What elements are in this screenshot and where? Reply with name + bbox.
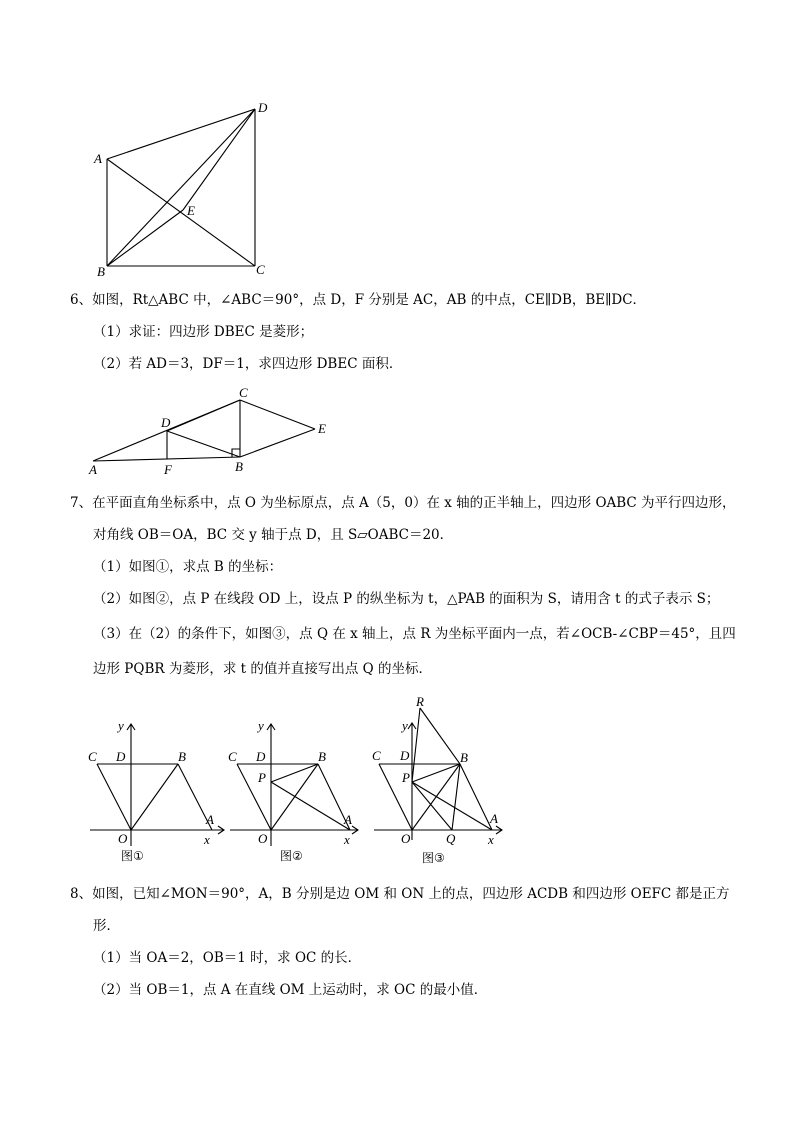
problem6-stem: 6、如图，Rt△ABC 中，∠ABC＝90°，点 D，F 分别是 AC，AB 的中点，CE∥DB，BE∥DC． (70, 292, 647, 308)
problem7-figure-3-svg (372, 690, 512, 866)
p6-label-D: D (161, 415, 171, 430)
problem8-stem-line2: 形． (93, 918, 120, 934)
problem8-stem-line1: 8、如图，已知∠MON＝90°，A，B 分别是边 OM 和 ON 上的点，四边形 ACDB 和四边形 OEFC 都是正方 (70, 886, 730, 902)
p7f1-label-D: D (116, 749, 126, 764)
p7f1-caption: 图① (121, 849, 144, 863)
problem7-figure-1 (88, 716, 226, 866)
problem7-figure-2-svg (228, 716, 368, 866)
p6-label-A: A (89, 462, 97, 477)
p6-label-F: F (164, 462, 172, 477)
problem8-q2: （2）当 OB＝1，点 A 在直线 OM 上运动时，求 OC 的最小值． (93, 982, 488, 998)
problem7-figure-2 (228, 716, 368, 866)
p7f1-label-O: O (118, 831, 128, 846)
problem7-q3-line1: （3）在（2）的条件下，如图③，点 Q 在 x 轴上，点 R 为坐标平面内一点，若∠OCB-∠CBP＝45°，且四 (93, 626, 736, 642)
p6-label-B: B (235, 459, 243, 474)
problem6-q2: （2）若 AD＝3，DF＝1，求四边形 DBEC 面积． (93, 356, 403, 372)
p7f2-label-y: y (258, 718, 264, 733)
problem7-figure-1-svg (88, 716, 226, 866)
p7f3-label-O: O (401, 831, 411, 846)
p7f2-label-O: O (258, 831, 268, 846)
problem7-q1: （1）如图①，求点 B 的坐标： (93, 559, 283, 575)
p7f1-label-x: x (204, 832, 210, 847)
problem6-figure-svg (85, 385, 345, 477)
p6-label-E: E (318, 421, 326, 436)
p7f2-label-B: B (318, 749, 326, 764)
p7f3-label-y: y (402, 718, 408, 733)
p7f3-label-x: x (488, 832, 494, 847)
problem7-q3-line2: 边形 PQBR 为菱形，求 t 的值并直接写出点 Q 的坐标． (93, 661, 432, 677)
p7f2-caption: 图② (280, 849, 303, 863)
label-C: C (256, 262, 265, 277)
p7f2-label-P: P (258, 770, 266, 785)
p7f3-label-B: B (460, 750, 468, 765)
problem7-figure-3 (372, 690, 512, 866)
p7f1-label-C: C (88, 749, 97, 764)
p7f3-label-Q: Q (446, 831, 456, 846)
label-D: D (258, 100, 268, 115)
p7f3-label-R: R (416, 694, 424, 709)
problem7-stem-line2: 对角线 OB＝OA，BC 交 y 轴于点 D，且 S▱OABC＝20． (93, 527, 454, 543)
problem7-stem-line1: 7、在平面直角坐标系中，点 O 为坐标原点，点 A（5，0）在 x 轴的正半轴上，四边形 OABC 为平行四边形， (70, 495, 736, 511)
p7f3-label-C: C (372, 748, 381, 763)
p6-label-C: C (239, 385, 248, 400)
label-E: E (187, 203, 195, 218)
problem6-q1: （1）求证：四边形 DBEC 是菱形； (93, 324, 314, 340)
p7f2-label-A: A (344, 812, 352, 827)
p7f1-label-A: A (206, 812, 214, 827)
p7f1-label-B: B (178, 749, 186, 764)
figure-1 (90, 98, 280, 280)
p7f3-caption: 图③ (422, 851, 445, 865)
p7f3-label-P: P (402, 770, 410, 785)
label-B: B (97, 264, 105, 279)
problem8-q1: （1）当 OA＝2，OB＝1 时，求 OC 的长． (93, 950, 362, 966)
p7f2-label-x: x (344, 832, 350, 847)
p7f2-label-D: D (256, 749, 266, 764)
p7f2-label-C: C (228, 749, 237, 764)
label-A: A (94, 151, 102, 166)
problem6-figure (85, 385, 345, 477)
problem7-q2: （2）如图②，点 P 在线段 OD 上，设点 P 的纵坐标为 t，△PAB 的面积为 S，请用含 t 的式子表示 S； (93, 591, 720, 607)
figure-1-svg (90, 98, 280, 280)
p7f3-label-A: A (490, 811, 498, 826)
p7f3-label-D: D (400, 748, 410, 763)
p7f1-label-y: y (118, 718, 124, 733)
